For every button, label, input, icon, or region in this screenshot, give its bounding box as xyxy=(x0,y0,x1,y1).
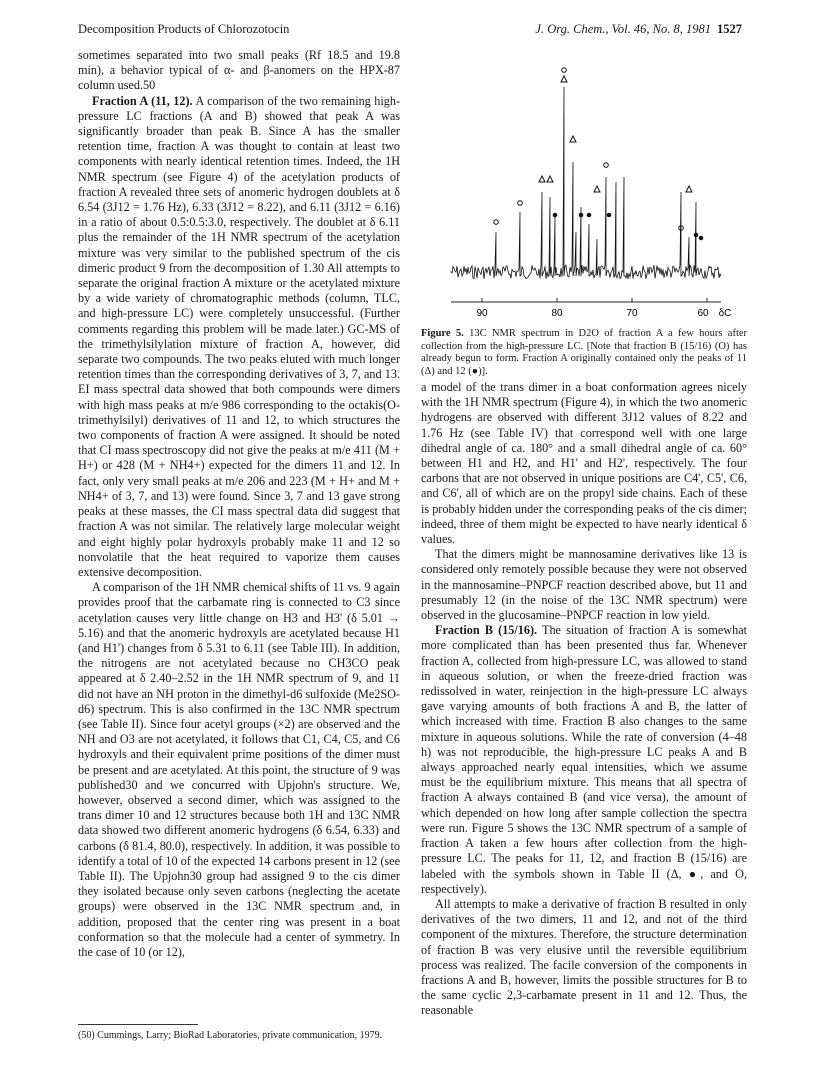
peak-marker-filled-circle xyxy=(587,213,591,217)
paragraph: All attempts to make a derivative of fraction B resulted in only derivatives of the two dimers, 11 and 12, and not of the third component of the mixtures. Therefore, the structure determination of fraction B was very elusive until the reversible equilibrium process was realized. The facile conversion of the components in fractions A and B, however, limits the possible structures for B to the same cyclic 2,3-carbamate present in 11 and 12. Thus, the reasonable xyxy=(421,896,747,1018)
peak-marker-triangle xyxy=(594,186,600,192)
journal-citation: J. Org. Chem., Vol. 46, No. 8, 1981 xyxy=(535,22,711,36)
left-column xyxy=(78,48,400,960)
peak-marker-triangle xyxy=(547,176,553,182)
paragraph-fraction-a xyxy=(78,94,400,581)
peak-marker-open-circle xyxy=(562,68,567,73)
right-column xyxy=(421,380,747,1019)
peak-marker-filled-circle xyxy=(607,213,611,217)
peak-marker-filled-circle xyxy=(694,233,698,237)
peak-marker-open-circle xyxy=(494,220,499,225)
peak-marker-triangle xyxy=(686,186,692,192)
spectrum-trace xyxy=(451,68,721,279)
peak-marker-open-circle xyxy=(604,163,609,168)
peak-marker-open-circle xyxy=(518,201,523,206)
section-heading: Fraction B (15/16). xyxy=(435,623,538,638)
nmr-spectrum-figure xyxy=(421,40,747,320)
spectrum-line xyxy=(451,87,721,279)
peak-marker-triangle xyxy=(570,136,576,142)
paragraph: A comparison of the 1H NMR chemical shifts of 11 vs. 9 again provides proof that the carbamate ring is connected to C3 since acetylation causes very little change on H3 and H3' (δ 5.01 → 5.16) and that the anomeric hydroxyls are acetylated because H1 (and H1') changes from δ 5.31 to 6.11 (see Table III). In addition, the nitrogens are not acetylated because no CH3CO peak appeared at δ 2.40–2.52 in the 1H NMR spectrum of 9, and 11 did not have an NH proton in the dimethyl-d6 sulfoxide (Me2SO-d6) spectrum. This is also confirmed in the 13C NMR spectrum (see Table II). Since four acetyl groups (×2) are observed and the NH and O3 are not acetylated, it follows that C1, C4, C5, and C6 hydroxyls and their equivalent prime positions of the dimer must be present and are acetylated. At this point, the structure of 9 was published30 and we concurred with Upjohn's structure. We, however, observed a second dimer, which was assigned to the trans dimer 10 and 12 structures because both 1H and 13C NMR data showed two different anomeric hydrogens (δ 6.54, 6.33) and carbons (δ 81.4, 80.0), respectively. In addition, it was possible to identify a total of 10 of the expected 14 carbons present in 12 (see Table II). The Upjohn30 group had assigned 9 to the cis dimer they isolated because only seven carbons (neglecting the acetate groups) were observed in the 13C NMR spectrum and, in addition, proposed that the center ring was present in a boat conformation so that the molecule had a center of symmetry. In the case of 10 (or 12), xyxy=(78,580,400,959)
tick-label-70: 70 xyxy=(626,308,638,319)
footnote-rule xyxy=(78,1024,198,1025)
paragraph: a model of the trans dimer in a boat conformation agrees nicely with the 1H NMR spectrum (Figure 4), in which the two anomeric hydrogens are observed with different 3J12 values of 8.22 and 1.76 Hz (see Table IV) that correspond well with one large dihedral angle of ca. 180° and a small dihedral angle of ca. 60° between H1 and H2, and H1' and H2', respectively. The four carbons that are not observed in unique positions are C4', C5', C6, and C6', all of which are on the propyl side chains. Each of these is probably hidden under the corresponding peaks of the cis dimer; indeed, three of them might be expected to have nearly identical δ values. xyxy=(421,380,747,547)
caption-text: 13C NMR spectrum in D2O of fraction A a few hours after collection from the high-pressure LC. [Note that fraction B (15/16) (O) has already begun to form. Fraction A originally contained only the peaks of 11 (Δ) and 12 (●)]. xyxy=(421,328,748,377)
footnote: (50) Cummings, Larry; BioRad Laboratories, private communication, 1979. xyxy=(78,1030,383,1041)
spectrum-svg xyxy=(421,40,747,320)
running-title: Decomposition Products of Chlorozotocin xyxy=(78,22,290,36)
peak-marker-filled-circle xyxy=(579,213,583,217)
peak-marker-triangle xyxy=(539,176,545,182)
peak-marker-triangle xyxy=(561,76,567,82)
tick-label-80: 80 xyxy=(551,308,563,319)
paragraph-fraction-b xyxy=(421,623,747,897)
caption-label: Figure 5. xyxy=(421,328,464,339)
paragraph-text: The situation of fraction A is somewhat more complicated than has been presented thus far. Whenever fraction A, collected from high-pressure LC, was allowed to stand in aqueous solution, or when the freeze-dried fraction was redissolved in water, reinjection in the high-pressure LC always gave varying amounts of both fractions A and B, the latter of which increased with time. Fraction B also changes to the same mixture in aqueous solutions. While the rate of conversion (4–48 h) was not reproducible, the high-pressure LC peaks A and B always approached nearly equal intensities, which we assume must be the equilibrium mixture. This means that all spectra of fraction A always contained B (and vice versa), the amount of which depended on how long after sample collection the spectra were run. Figure 5 shows the 13C NMR spectrum of a sample of fraction A taken a few hours after collection from the high-pressure LC. The peaks for 11, 12, and fraction B (15/16) are labeled with the symbols shown in Table II (Δ, ●, and O, respectively). xyxy=(421,623,747,896)
page-number: 1527 xyxy=(717,22,742,36)
journal-header xyxy=(535,22,742,37)
peak-marker-filled-circle xyxy=(699,236,703,240)
peak-marker-filled-circle xyxy=(553,213,557,217)
paragraph: sometimes separated into two small peaks (Rf 18.5 and 19.8 min), a behavior typical of α- and β-anomers on the HPX-87 column used.50 xyxy=(78,48,400,93)
axis-unit: δC xyxy=(718,308,732,319)
paragraph: That the dimers might be mannosamine derivatives like 13 is considered only remotely possible because they were not observed in the mannosamine–PNPCF reaction described above, but 11 and presumably 12 (in the noise of the 13C NMR spectrum) were observed in the glucosamine–PNPCF reaction in low yield. xyxy=(421,547,747,623)
section-heading: Fraction A (11, 12). xyxy=(92,93,193,108)
figure-caption xyxy=(421,328,747,378)
tick-label-60: 60 xyxy=(697,308,709,319)
tick-label-90: 90 xyxy=(476,308,488,319)
paragraph-text: A comparison of the two remaining high-pressure LC fractions (A and B) showed that peak A was significantly broader than peak B. Since A has the smaller retention time, fraction A was thought to contain at least two components with nearly identical retention times. Indeed, the 1H NMR spectrum (see Figure 4) of the acetylation products of fraction A revealed three sets of anomeric hydrogen doublets at δ 6.54 (3J12 = 1.76 Hz), 6.33 (3J12 = 8.22), and 6.11 (3J12 = 6.16) in a ratio of about 0.5:0.5:3.0, respectively. The doublet at δ 6.11 plus the remainder of the 1H NMR spectrum of the acetylation mixture was very similar to the published spectrum of the cis dimeric product 9 from the decomposition of 1.30 All attempts to separate the original fraction A mixture or the acetylated mixture by a wide variety of chromatographic methods (column, TLC, and high-pressure LC) were completely unsuccessful. (Further comments regarding this problem will be made later.) GC-MS of the trimethylsilylation mixture of fraction A, however, did separate two compounds. The two peaks eluted with much longer retention times than the corresponding derivatives of 3, 7, and 13. EI mass spectral data showed that both compounds were dimers with high mass peaks at m/e 986 corresponding to the octakis(O-trimethylsilyl) derivatives of 11 and 12, to which structures the two components of fraction A were assigned. It should be noted that CI mass spectroscopy did not give the peaks at m/e 411 (M + H+) or 428 (M + NH4+) expected for the dimers 11 and 12. In fact, only very small peaks at m/e 206 and 223 (M + H+ and M + NH4+ of 3, 7, and 13) were found. Since 3, 7 and 13 gave strong peaks at these masses, the CI mass spectral data did suggest that fraction A was not similar. The relatively large molecular weight and eight highly polar hydroxyls probably make 11 and 12 so nonvolatile that the heat required to vaporize them causes extensive decomposition. xyxy=(78,93,401,579)
